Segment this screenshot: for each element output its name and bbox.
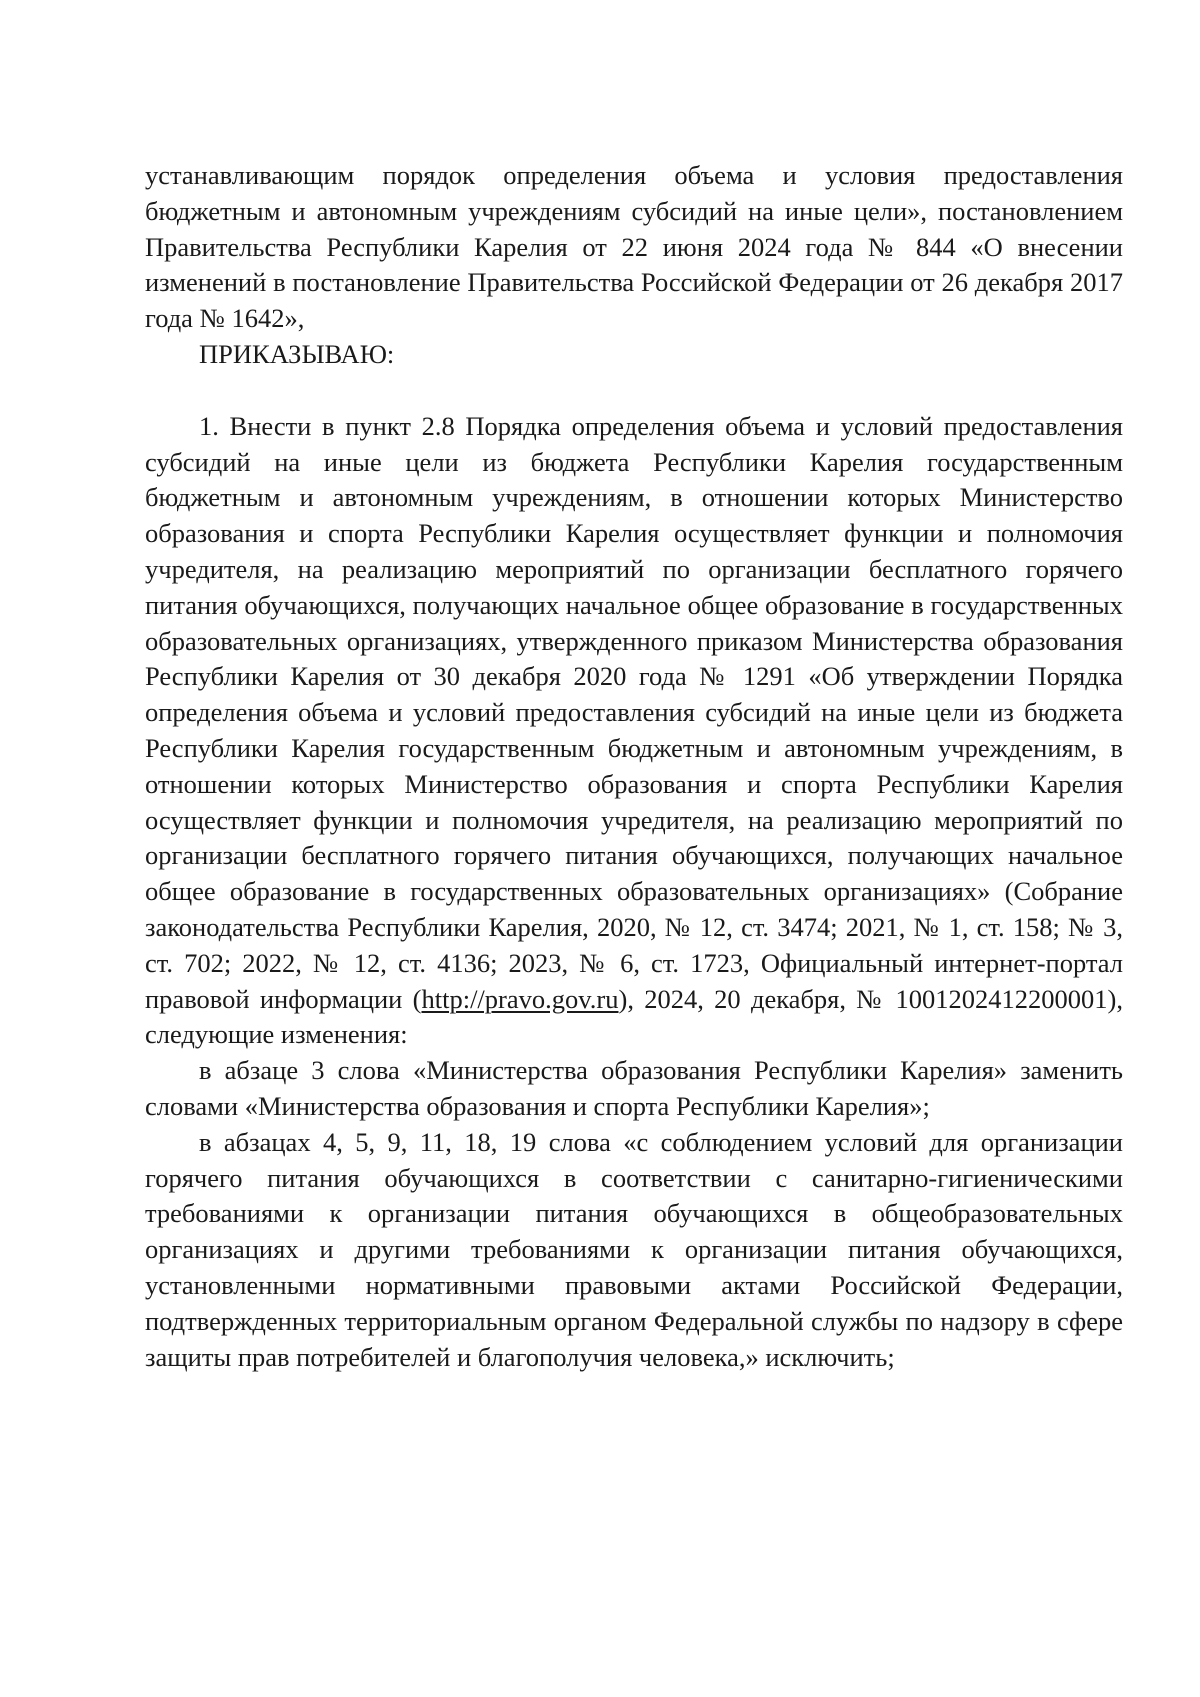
abzacy-paragraph: в абзацах 4, 5, 9, 11, 18, 19 слова «с соблюдением условий для организации горячего питания обучающихся в соответствии с санитарно-гигиеническими требованиями к организации питания обучающихся в общеобразовательных организациях и другими требованиями к организации питания обучающихся, установленными нормативными правовыми актами Российской Федерации, подтвержденных территориальным органом Федеральной службы по надзору в сфере защиты прав потребителей и благополучия человека,» исключить; (145, 1126, 1123, 1372)
item-1-paragraph (145, 409, 1123, 1053)
order-heading: ПРИКАЗЫВАЮ: (199, 338, 395, 369)
document-page (145, 158, 1123, 1375)
abzac-3-paragraph: в абзаце 3 слова «Министерства образования Республики Карелия» заменить словами «Министерства образования и спорта Республики Карелия»; (145, 1055, 1123, 1121)
item-1-text-end: ), 2024, 20 декабря, № 1001202412200001), следующие изменения: (145, 983, 1123, 1050)
item-1-text-start: 1. Внести в пункт 2.8 Порядка определения объема и условий предоставления субсидий на иные цели из бюджета Республики Карелия государственным бюджетным и автономным учреждениям, в отношении которых Министерство образования и спорта Республики Карелия осуществляет функции и полномочия учредителя, на реализацию мероприятий по организации бесплатного горячего питания обучающихся, получающих начальное общее образование в государственных образовательных организациях, утвержденного приказом Министерства образования Республики Карелия от 30 декабря 2020 года № 1291 «Об утверждении Порядка определения объема и условий предоставления субсидий на иные цели из бюджета Республики Карелия государственным бюджетным и автономным учреждениям, в отношении которых Министерство образования и спорта Республики Карелия осуществляет функции и полномочия учредителя, на реализацию мероприятий по организации бесплатного горячего питания обучающихся, получающих начальное общее образование в государственных образовательных организациях» (Собрание законодательства Республики Карелия, 2020, № 12, ст. 3474; 2021, № 1, ст. 158; № 3, ст. 702; 2022, № 12, ст. 4136; 2023, № 6, ст. 1723, Официальный интернет-портал правовой информации ( (145, 410, 1123, 1014)
intro-paragraph: устанавливающим порядок определения объема и условия предоставления бюджетным и автономным учреждениям субсидий на иные цели», постановлением Правительства Республики Карелия от 22 июня 2024 года № 844 «О внесении изменений в постановление Правительства Российской Федерации от 26 декабря 2017 года № 1642», (145, 160, 1123, 334)
pravo-gov-link[interactable]: http://pravo.gov.ru (421, 983, 619, 1014)
